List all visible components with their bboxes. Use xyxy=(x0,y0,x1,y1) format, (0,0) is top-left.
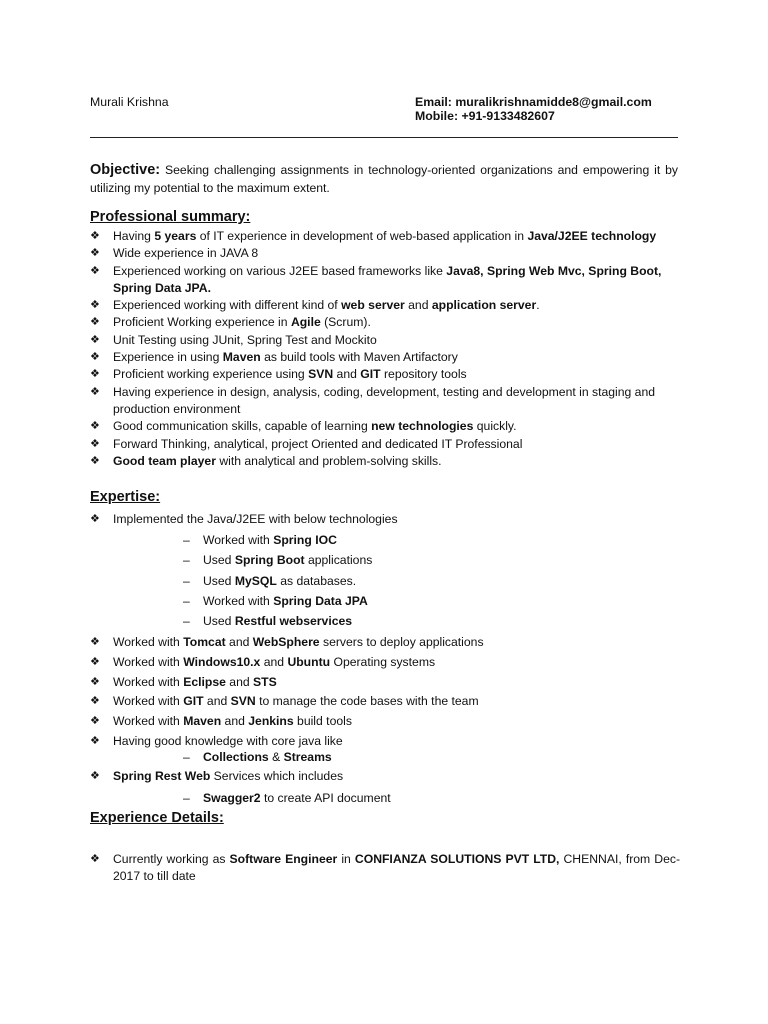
objective-label: Objective: xyxy=(90,162,161,178)
text-run: Swagger2 xyxy=(203,791,261,805)
text-run: Used xyxy=(203,573,235,588)
bullet-item xyxy=(90,732,680,752)
bullet-item xyxy=(90,436,680,453)
bullet-item xyxy=(90,228,680,245)
text-run: with analytical and problem-solving skills. xyxy=(215,453,442,468)
text-run: as build tools with Maven Artifactory xyxy=(260,350,458,365)
experience-heading: Experience Details: xyxy=(90,810,224,826)
text-run: build tools xyxy=(293,714,352,729)
text-run: and xyxy=(225,635,253,649)
text-run: Maven xyxy=(183,714,222,729)
text-run: CONFIANZA SOLUTIONS PVT LTD, xyxy=(354,852,560,866)
diamond-bullet-icon: ❖ xyxy=(90,636,100,648)
bullet-item xyxy=(90,653,680,673)
text-run: Worked with xyxy=(203,533,274,547)
text-run: Java/J2EE technology xyxy=(527,229,657,243)
text-run: Currently working as xyxy=(113,852,230,866)
text-run: WebSphere xyxy=(252,635,320,649)
diamond-bullet-icon: ❖ xyxy=(90,655,100,668)
bullet-item xyxy=(90,851,680,886)
diamond-bullet-icon: ❖ xyxy=(90,715,100,728)
text-run: Spring Rest Web xyxy=(113,769,211,783)
bullet-item xyxy=(90,453,680,470)
text-run: Worked with xyxy=(113,674,184,689)
bullet-item xyxy=(90,418,680,435)
expertise-sublist-1 xyxy=(183,532,372,633)
bullet-item xyxy=(90,332,680,349)
dash-bullet-icon: – xyxy=(183,573,190,588)
text-run: CHENNAI, from Dec-2017 to till date xyxy=(113,852,680,884)
text-run: Good communication skills, capable of learning xyxy=(113,419,372,434)
bullet-item xyxy=(90,712,680,732)
diamond-bullet-icon: ❖ xyxy=(90,316,100,329)
text-run: Spring Boot xyxy=(234,553,305,568)
text-run: Software Engineer xyxy=(229,852,338,866)
text-run: Windows10.x xyxy=(183,654,261,669)
bullet-item xyxy=(90,511,680,528)
text-run: Having good knowledge with core java like xyxy=(113,733,343,748)
text-run: Unit Testing using JUnit, Spring Test and Mockito xyxy=(113,332,377,347)
text-run: applications xyxy=(304,553,373,568)
text-run: Jenkins xyxy=(248,714,294,729)
text-run: Forward Thinking, analytical, project Oriented and dedicated IT Professional xyxy=(113,436,523,451)
text-run: and xyxy=(225,674,254,689)
sub-item xyxy=(183,613,372,633)
text-run: as databases. xyxy=(276,573,357,588)
diamond-bullet-icon: ❖ xyxy=(90,695,100,708)
text-run: Ubuntu xyxy=(287,654,331,669)
text-run: Proficient working experience using xyxy=(113,367,309,382)
text-run: and xyxy=(203,694,231,709)
text-run: new technologies xyxy=(371,419,474,434)
diamond-bullet-icon: ❖ xyxy=(90,513,100,525)
sub-item xyxy=(183,790,391,810)
dash-bullet-icon: – xyxy=(183,791,190,805)
text-run: GIT xyxy=(183,694,204,709)
sub-item xyxy=(183,573,372,593)
text-run: to manage the code bases with the team xyxy=(255,694,479,709)
diamond-bullet-icon: ❖ xyxy=(90,420,100,433)
text-run: and xyxy=(260,654,288,669)
bullet-item xyxy=(90,673,680,693)
diamond-bullet-icon: ❖ xyxy=(90,351,100,364)
bullet-item xyxy=(90,349,680,366)
text-run: and xyxy=(404,298,432,313)
text-run: Spring IOC xyxy=(273,533,337,547)
text-run: of IT experience in development of web-based application in xyxy=(196,229,528,243)
bullet-item xyxy=(90,633,680,653)
text-run: SVN xyxy=(230,694,256,709)
text-run: Experienced working on various J2EE based frameworks like xyxy=(113,263,447,278)
text-run: 5 years xyxy=(154,229,197,243)
text-run: Worked with xyxy=(203,593,274,608)
text-run: Wide experience in JAVA 8 xyxy=(113,246,259,261)
email-line: Email: muralikrishnamidde8@gmail.com xyxy=(415,95,652,109)
text-run: Spring Data JPA xyxy=(273,593,368,608)
bullet-item xyxy=(90,768,680,785)
text-run: Experienced working with different kind of xyxy=(113,298,342,313)
expertise-heading: Expertise: xyxy=(90,489,161,505)
header-divider xyxy=(90,137,678,138)
expertise-sublist-2 xyxy=(183,749,332,769)
diamond-bullet-icon: ❖ xyxy=(90,299,100,312)
text-run: Worked with xyxy=(113,654,184,669)
bullet-item xyxy=(90,366,680,383)
text-run: to create API document xyxy=(260,791,391,805)
diamond-bullet-icon: ❖ xyxy=(90,853,100,865)
text-run: Implemented the Java/J2EE with below technologies xyxy=(113,512,398,526)
text-run: Streams xyxy=(283,750,332,764)
text-run: quickly. xyxy=(473,419,517,434)
text-run: Restful webservices xyxy=(234,614,353,629)
text-run: Operating systems xyxy=(330,654,436,669)
text-run: Used xyxy=(203,553,235,568)
expertise-sublist-3 xyxy=(183,790,391,810)
diamond-bullet-icon: ❖ xyxy=(90,333,100,346)
bullet-item xyxy=(90,314,680,331)
dash-bullet-icon: – xyxy=(183,553,190,568)
sub-item xyxy=(183,532,372,552)
text-run: (Scrum). xyxy=(320,315,371,330)
text-run: Proficient Working experience in xyxy=(113,315,291,330)
text-run: STS xyxy=(253,674,277,689)
diamond-bullet-icon: ❖ xyxy=(90,230,100,242)
sub-item xyxy=(183,593,372,613)
text-run: Good team player xyxy=(113,453,216,468)
diamond-bullet-icon: ❖ xyxy=(90,770,100,782)
experience-list xyxy=(90,851,680,886)
bullet-item xyxy=(90,263,680,298)
text-run: Worked with xyxy=(113,714,184,729)
diamond-bullet-icon: ❖ xyxy=(90,675,100,688)
mobile-line: Mobile: +91-9133482607 xyxy=(415,109,555,123)
bullet-item xyxy=(90,245,680,262)
text-run: Having experience in design, analysis, coding, development, testing and development in staging and production environment xyxy=(113,384,656,416)
dash-bullet-icon: – xyxy=(183,750,190,764)
text-run: Tomcat xyxy=(183,635,226,649)
expertise-rest-list xyxy=(90,768,680,785)
text-run: Worked with xyxy=(113,694,184,709)
diamond-bullet-icon: ❖ xyxy=(90,247,100,260)
text-run: Collections xyxy=(203,750,269,764)
text-run: Worked with xyxy=(113,635,184,649)
diamond-bullet-icon: ❖ xyxy=(90,385,100,398)
summary-list xyxy=(90,228,680,470)
diamond-bullet-icon: ❖ xyxy=(90,368,100,381)
text-run: MySQL xyxy=(234,573,277,588)
text-run: . xyxy=(536,298,540,313)
text-run: GIT xyxy=(360,367,381,382)
text-run: application server xyxy=(431,298,537,313)
text-run: Eclipse xyxy=(183,674,226,689)
text-run: repository tools xyxy=(380,367,467,382)
text-run: servers to deploy applications xyxy=(319,635,484,649)
bullet-item xyxy=(90,297,680,314)
summary-heading: Professional summary: xyxy=(90,209,251,225)
text-run: and xyxy=(221,714,249,729)
text-run: Agile xyxy=(290,315,321,330)
text-run: Maven xyxy=(222,350,261,365)
sub-item xyxy=(183,749,332,769)
diamond-bullet-icon: ❖ xyxy=(90,264,100,277)
dash-bullet-icon: – xyxy=(183,593,190,608)
text-run: web server xyxy=(341,298,405,313)
bullet-item xyxy=(90,692,680,712)
diamond-bullet-icon: ❖ xyxy=(90,454,100,467)
candidate-name: Murali Krishna xyxy=(90,95,169,109)
dash-bullet-icon: – xyxy=(183,533,190,547)
objective-paragraph xyxy=(90,161,678,197)
diamond-bullet-icon: ❖ xyxy=(90,437,100,450)
dash-bullet-icon: – xyxy=(183,614,190,629)
diamond-bullet-icon: ❖ xyxy=(90,734,100,747)
text-run: SVN xyxy=(308,367,334,382)
text-run: Services which includes xyxy=(210,769,344,783)
text-run: and xyxy=(333,367,361,382)
text-run: & xyxy=(268,750,284,764)
expertise-intro-list xyxy=(90,511,680,528)
text-run: Having xyxy=(113,229,155,243)
bullet-item xyxy=(90,384,680,419)
text-run: Experience in using xyxy=(113,350,223,365)
sub-item xyxy=(183,552,372,572)
text-run: Java8, Spring Web Mvc, Spring Boot, Spring Data JPA. xyxy=(113,263,662,295)
objective-text: Seeking challenging assignments in technology-oriented organizations and empowering it by utilizing my potential to the maximum extent. xyxy=(90,163,678,195)
expertise-list xyxy=(90,633,680,752)
text-run: Used xyxy=(203,614,235,629)
text-run: in xyxy=(337,852,355,866)
